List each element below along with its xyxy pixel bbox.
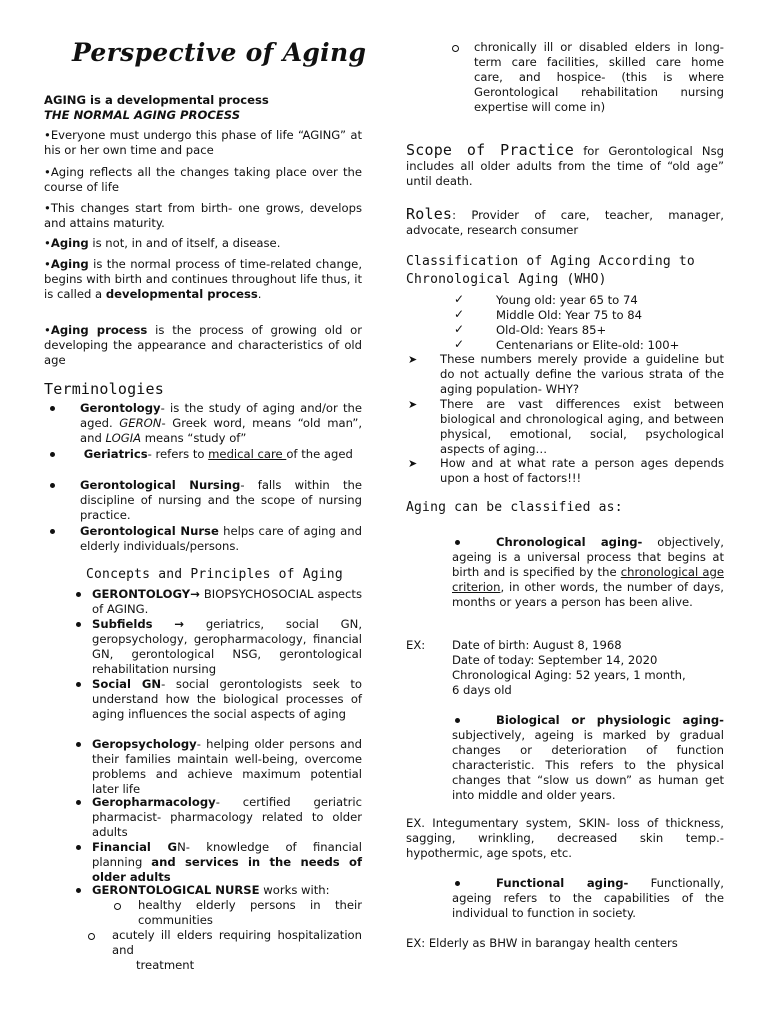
circle-bullet-icon — [88, 933, 95, 940]
bullet-icon — [50, 529, 55, 534]
checkmark-icon: ✓ — [454, 322, 465, 336]
nurse-works-with-1: healthy elderly persons in their communities — [138, 898, 362, 927]
arrow-bullet-icon: ➤ — [408, 398, 418, 411]
concept-social-gn: Social GN- social gerontologists seek to understand how the biological processes of aging influences the social aspects of aging — [92, 677, 362, 721]
bullet-icon — [50, 483, 55, 488]
age-group-young-old: Young old: year 65 to 74 — [496, 293, 638, 307]
bullet-icon — [50, 406, 55, 411]
classification-note-1: These numbers merely provide a guideline but do not actually define the various strata of the aging population- WHY? — [440, 352, 724, 396]
arrow-bullet-icon: ➤ — [408, 353, 418, 366]
classification-heading-1: Classification of Aging According to — [406, 254, 695, 269]
example-bhw: EX: Elderly as BHW in barangay health centers — [406, 936, 678, 950]
classification-heading-2: Chronological Aging (WHO) — [406, 272, 607, 287]
intro-point-5: •Aging is the normal process of time-related change, begins with birth and continues throughout life thus, it is called a developmental process. — [44, 257, 363, 301]
bullet-icon — [76, 800, 81, 805]
roles-paragraph: Roles: Provider of care, teacher, manager, advocate, research consumer — [406, 205, 724, 237]
example-dob: Date of birth: August 8, 1968 — [452, 638, 622, 652]
concepts-heading: Concepts and Principles of Aging — [86, 567, 343, 582]
term-gerontology: Gerontology- is the study of aging and/or the aged. GERON- Greek word, means “old man”, and LOGIA means “study of” — [80, 401, 363, 445]
example-integumentary: EX. Integumentary system, SKIN- loss of thickness, sagging, wrinkling, decreased skin temp.-hypothermic, age spots, etc. — [406, 816, 724, 860]
checkmark-icon: ✓ — [454, 337, 465, 351]
chronological-aging-paragraph: Chronological aging- objectively, ageing is a universal process that begins at birth and is specified by the chronological age criterion, in other words, the number of days, months or years a person has been alive. — [452, 535, 724, 609]
example-chrono-age: Chronological Aging: 52 years, 1 month, — [452, 668, 686, 682]
circle-bullet-icon — [114, 903, 121, 910]
bullet-icon — [76, 742, 81, 747]
circle-bullet-icon — [452, 45, 459, 52]
age-group-middle-old: Middle Old: Year 75 to 84 — [496, 308, 643, 322]
terminologies-heading: Terminologies — [44, 380, 164, 398]
biological-aging-paragraph: Biological or physiologic aging- subjectively, ageing is marked by gradual changes or deterioration of function characteristic. This refers to the physical changes that “slow us down” as human get into middle and older years. — [452, 713, 724, 802]
term-geriatrics: Geriatrics- refers to medical care of the aged — [83, 447, 353, 461]
bullet-icon — [76, 592, 81, 597]
bullet-icon — [76, 682, 81, 687]
term-gerontological-nursing: Gerontological Nursing- falls within the discipline of nursing and the scope of nursing practice. — [80, 478, 362, 522]
intro-point-4: •Aging is not, in and of itself, a disease. — [44, 236, 281, 250]
roles-heading: Roles — [406, 205, 453, 223]
example-chrono-age-cont: 6 days old — [452, 683, 512, 697]
age-group-centenarians: Centenarians or Elite-old: 100+ — [496, 338, 680, 352]
classification-note-3: How and at what rate a person ages depends upon a host of factors!!! — [440, 456, 724, 485]
bullet-icon — [50, 452, 55, 457]
scope-heading: Scope of Practice — [406, 141, 574, 159]
example-label: EX: — [406, 638, 426, 652]
age-group-old-old: Old-Old: Years 85+ — [496, 323, 607, 337]
functional-aging-paragraph: Functional aging- Functionally, ageing refers to the capabilities of the individual to function in society. — [452, 876, 724, 920]
concept-subfields: Subfields → geriatrics, social GN, geropsychology, geropharmacology, financial GN, gerontological NSG, gerontological rehabilitation nursing — [92, 617, 362, 676]
nurse-works-with-3: chronically ill or disabled elders in long-term care facilities, skilled care home care, and hospice- (this is where Gerontological rehabilitation nursing expertise will come in) — [474, 40, 724, 114]
concept-geropsychology: Geropsychology- helping older persons and their families maintain well-being, overcome problems and achieve maximum potential later life — [92, 737, 362, 796]
checkmark-icon: ✓ — [454, 307, 465, 321]
intro-heading: AGING is a developmental process — [44, 93, 269, 107]
example-today: Date of today: September 14, 2020 — [452, 653, 658, 667]
arrow-bullet-icon: ➤ — [408, 457, 418, 470]
intro-point-1: •Everyone must undergo this phase of life “AGING” at his or her own time and pace — [44, 128, 362, 157]
bullet-icon — [76, 888, 81, 893]
nurse-works-with-2: acutely ill elders requiring hospitalization and — [112, 928, 362, 957]
classification-note-2: There are vast differences exist between biological and chronological aging, and between physical, emotional, social, psychological aspects of aging… — [440, 397, 724, 456]
aging-classified-heading: Aging can be classified as: — [406, 500, 623, 515]
intro-point-2: •Aging reflects all the changes taking place over the course of life — [44, 165, 362, 194]
concept-gerontology: GERONTOLOGY→ BIOPSYCHOSOCIAL aspects of AGING. — [92, 587, 362, 616]
concept-financial-gn: Financial GN- knowledge of financial planning and services in the needs of older adults — [92, 840, 362, 884]
page-title: Perspective of Aging — [72, 38, 367, 67]
term-gerontological-nurse: Gerontological Nurse helps care of aging and elderly individuals/persons. — [80, 524, 362, 553]
intro-point-3: •This changes start from birth- one grows, develops and attains maturity. — [44, 201, 362, 230]
nurse-works-with-2-cont: treatment — [136, 958, 195, 972]
intro-point-6: •Aging process is the process of growing old or developing the appearance and characteristics of old age — [44, 323, 363, 367]
concept-gerontological-nurse: GERONTOLOGICAL NURSE works with: — [92, 883, 330, 897]
bullet-icon — [76, 622, 81, 627]
scope-paragraph: Scope of Practice for Gerontological Nsg includes all older adults from the time of “old age” until death. — [406, 141, 724, 188]
intro-subheading: THE NORMAL AGING PROCESS — [44, 108, 241, 122]
concept-geropharmacology: Geropharmacology- certified geriatric pharmacist- pharmacology related to older adults — [92, 795, 362, 839]
bullet-icon — [76, 845, 81, 850]
checkmark-icon: ✓ — [454, 292, 465, 306]
